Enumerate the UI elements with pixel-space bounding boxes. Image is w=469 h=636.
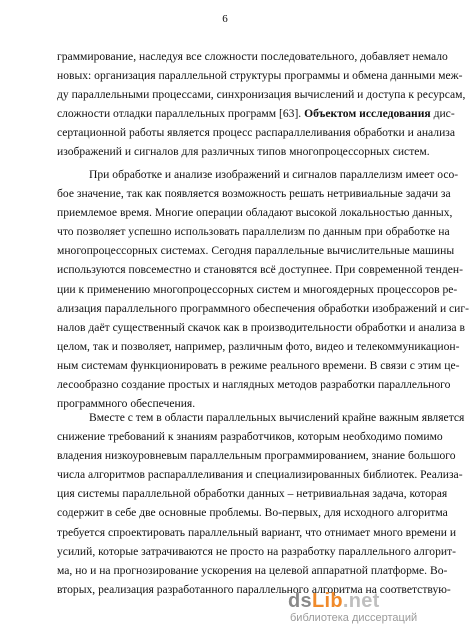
logo-suffix: .net <box>342 590 380 612</box>
text-fragment: дис- <box>430 107 455 121</box>
text-line: что позволяет успешно использовать параллелизм по данным при обработке на <box>57 225 450 239</box>
text-line: граммирование, наследуя все сложности последовательного, добавляет немало <box>57 50 448 63</box>
text-fragment: сложности отладки параллельных программ [63]. <box>57 107 302 121</box>
text-line: ализация параллельного программного обеспечения обработки изображений и сиг- <box>57 301 469 315</box>
text-line: Вместе с тем в области параллельных вычислений крайне важным является <box>89 411 465 424</box>
watermark-logo <box>288 590 380 613</box>
paragraph-3 <box>57 408 465 599</box>
text-line: ции к применению многопроцессорных систем и многоядерных процессоров ре- <box>57 282 458 296</box>
text-line: числа алгоритмов распараллеливания и специализированных библиотек. Реализа- <box>57 468 463 482</box>
watermark-tagline: библиотека диссертаций <box>290 612 418 624</box>
text-line: ция системы параллельной обработки данных – нетривиальная задача, которая <box>57 487 448 501</box>
text-line: новых: организация параллельной структуры программы и обмена данными меж- <box>57 69 463 83</box>
paragraph-2 <box>57 165 469 413</box>
text-line: целом, так и позволяет, например, различным фото, видео и телекоммуникацион- <box>57 339 460 353</box>
text-line: многопроцессорных системах. Сегодня параллельные вычислительные машины <box>57 244 455 258</box>
text-line: ду параллельными процессами, синхронизация вычислений и доступа к ресурсам, <box>57 88 466 102</box>
page-number: 6 <box>222 13 228 25</box>
text-line: ным системам функционировать в режиме реального времени. В связи с этим це- <box>57 358 460 372</box>
emphasis-object-of-research: Объектом исследования <box>304 107 431 121</box>
text-line: усилий, которые затрачиваются не просто на разработку параллельного алгорит- <box>57 544 457 558</box>
text-line: ма, но и на прогнозирование ускорения на целевой аппаратной платформе. Во- <box>57 563 448 577</box>
text-line: владения низкоуровневым параллельным программированием, знание большого <box>57 449 456 463</box>
text-line: лесообразно создание простых и наглядных методов разработки параллельного <box>57 378 451 392</box>
text-line: вторых, реализация разработанного параллельного алгоритма на соответствую- <box>57 582 451 596</box>
text-line: приемлемое время. Многие операции обладают высокой локальностью данных, <box>57 206 453 220</box>
text-line: содержит в себе две основные проблемы. Во-первых, для исходного алгоритма <box>57 506 448 520</box>
dslib-watermark <box>288 590 438 628</box>
text-line: используются повсеместно и становятся всё доступнее. При современной тенден- <box>57 263 463 277</box>
text-line-with-emphasis <box>57 104 455 123</box>
text-line: сертационной работы является процесс распараллеливания обработки и анализа <box>57 126 456 140</box>
logo-prefix: ds <box>288 590 312 612</box>
text-line: При обработке и анализе изображений и сигналов параллелизм имеет осо- <box>89 168 459 181</box>
text-line: изображений и сигналов для различных типов многопроцессорных систем. <box>57 145 430 159</box>
text-line: программного обеспечения. <box>57 397 196 411</box>
text-line: снижение требований к знаниям разработчиков, которым необходимо помимо <box>57 430 443 444</box>
text-line: требуется спроектировать параллельный вариант, что отнимает много времени и <box>57 525 457 539</box>
logo-mid: Lib <box>311 590 343 612</box>
text-line: бое значение, так как появляется возможность решать нетривиальные задачи за <box>57 187 451 201</box>
paragraph-1 <box>57 47 466 162</box>
text-line: налов даёт существенный скачок как в производительности обработки и анализа в <box>57 320 465 334</box>
